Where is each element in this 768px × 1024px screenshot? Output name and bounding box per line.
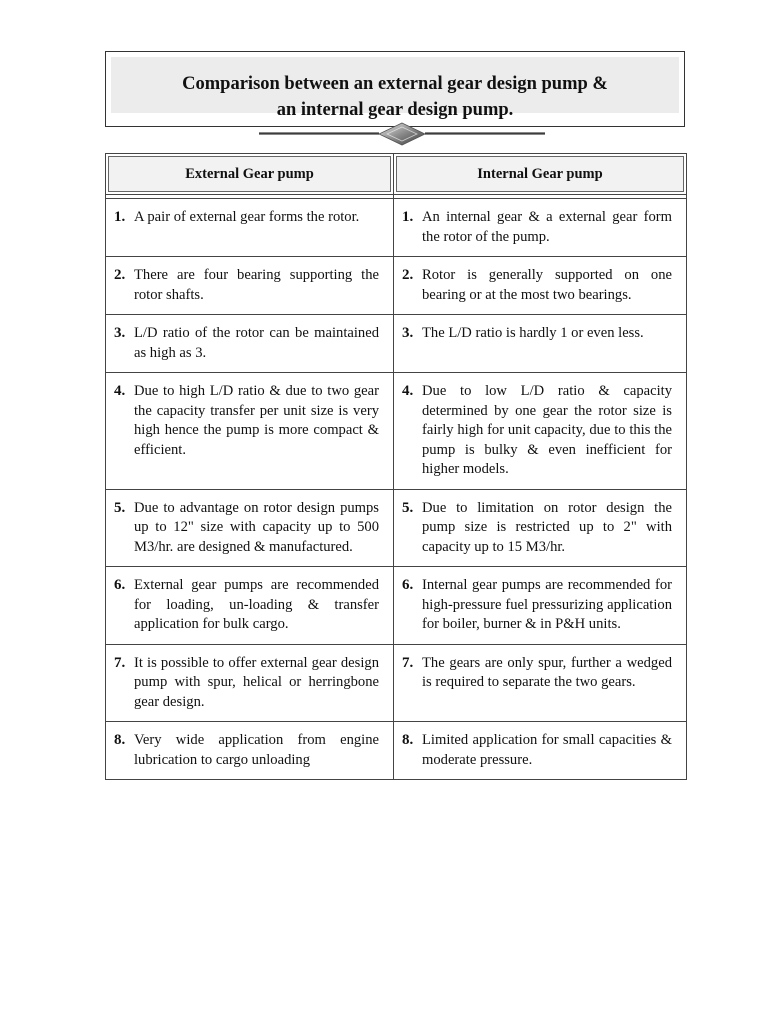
list-item: [402, 382, 672, 480]
item-number: 7.: [402, 654, 414, 671]
item-text: Due to low L/D ratio & capacity determined by one gear the rotor size is fairly high for unit capacity, due to this the pump is bulky & even inefficient for higher models.: [422, 383, 672, 477]
item-text: Internal gear pumps are recommended for high-pressure fuel pressurizing application for boiler, burner & in P&H units.: [422, 577, 672, 632]
list-item: [114, 654, 379, 713]
item-text: Rotor is generally supported on one bearing or at the most two bearings.: [422, 267, 672, 303]
cell-external: [106, 644, 394, 722]
table-row: [106, 722, 687, 780]
list-item: [402, 654, 672, 693]
cell-external: [106, 199, 394, 257]
title-box: [105, 51, 685, 127]
item-number: 7.: [114, 654, 126, 671]
cell-internal: [394, 644, 687, 722]
item-text: There are four bearing supporting the rotor shafts.: [134, 267, 379, 303]
item-number: 5.: [402, 499, 414, 516]
title-line-1: Comparison between an external gear design pump &: [182, 74, 608, 94]
list-item: [114, 208, 379, 228]
item-number: 4.: [114, 383, 126, 399]
cell-external: [106, 489, 394, 567]
item-number: 2.: [402, 267, 414, 283]
cell-external: [106, 315, 394, 373]
item-text: Due to advantage on rotor design pumps up to 12" size with capacity up to 500 M3/hr. are designed & manufactured.: [134, 499, 379, 555]
header-internal-gear-pump: Internal Gear pump: [394, 154, 687, 195]
item-number: 3.: [114, 325, 126, 341]
item-number: 6.: [402, 577, 414, 593]
cell-external: [106, 257, 394, 315]
table-header-row: [106, 154, 687, 195]
list-item: [402, 576, 672, 635]
list-item: [114, 576, 379, 635]
divider-ornament-icon: [257, 122, 547, 148]
cell-internal: [394, 722, 687, 780]
item-text: Due to limitation on rotor design the pump size is restricted up to 2" with capacity up to 15 M3/hr.: [422, 499, 672, 555]
item-text: Very wide application from engine lubrication to cargo unloading: [134, 732, 379, 768]
list-item: [114, 731, 379, 770]
item-number: 5.: [114, 499, 126, 516]
header-external-gear-pump: External Gear pump: [106, 154, 394, 195]
comparison-table-wrapper: [105, 153, 686, 780]
item-text: External gear pumps are recommended for loading, un-loading & transfer application for bulk cargo.: [134, 577, 379, 632]
list-item: [114, 382, 379, 460]
table-row: [106, 257, 687, 315]
item-number: 6.: [114, 577, 126, 593]
item-text: The gears are only spur, further a wedged is required to separate the two gears.: [422, 654, 672, 690]
list-item: [402, 324, 672, 344]
item-number: 2.: [114, 267, 126, 283]
item-number: 1.: [402, 209, 414, 225]
item-text: Limited application for small capacities & moderate pressure.: [422, 732, 672, 768]
document-title: [111, 71, 679, 123]
item-text: A pair of external gear forms the rotor.: [134, 209, 360, 225]
item-number: 8.: [114, 732, 126, 748]
cell-internal: [394, 489, 687, 567]
table-row: [106, 489, 687, 567]
table-row: [106, 567, 687, 645]
item-text: It is possible to offer external gear design pump with spur, helical or herringbone gear design.: [134, 654, 379, 710]
table-row: [106, 373, 687, 490]
cell-internal: [394, 315, 687, 373]
item-number: 4.: [402, 383, 414, 399]
item-number: 3.: [402, 325, 414, 341]
list-item: [402, 499, 672, 558]
title-background: [111, 57, 679, 120]
list-item: [114, 324, 379, 363]
list-item: [402, 208, 672, 247]
item-number: 1.: [114, 209, 126, 225]
table-row: [106, 315, 687, 373]
cell-external: [106, 567, 394, 645]
cell-external: [106, 722, 394, 780]
cell-internal: [394, 567, 687, 645]
list-item: [402, 266, 672, 305]
comparison-table: [105, 153, 687, 780]
list-item: [402, 731, 672, 770]
cell-external: [106, 373, 394, 490]
item-text: An internal gear & a external gear form the rotor of the pump.: [422, 209, 672, 245]
cell-internal: [394, 257, 687, 315]
table-row: [106, 199, 687, 257]
list-item: [114, 499, 379, 558]
cell-internal: [394, 373, 687, 490]
item-text: L/D ratio of the rotor can be maintained as high as 3.: [134, 325, 379, 361]
title-line-2: an internal gear design pump.: [276, 100, 514, 120]
item-text: Due to high L/D ratio & due to two gear the capacity transfer per unit size is very high hence the pump is more compact & efficient.: [134, 383, 379, 458]
table-row: [106, 644, 687, 722]
item-number: 8.: [402, 732, 414, 748]
list-item: [114, 266, 379, 305]
cell-internal: [394, 199, 687, 257]
item-text: The L/D ratio is hardly 1 or even less.: [422, 325, 644, 341]
